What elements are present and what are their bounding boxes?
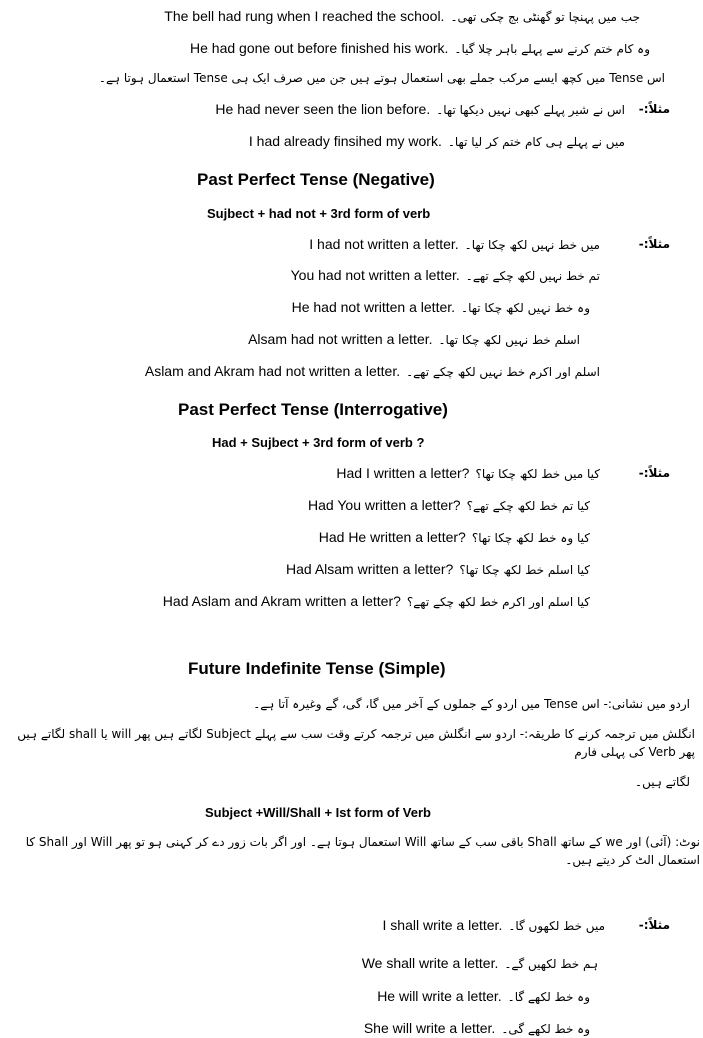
urdu-note: نوٹ: (آئی) اور we کے ساتھ Shall باقی سب کے ساتھ Will استعمال ہوتا ہے۔ اور اگر بات زور دے کر کہنی ہو تو پھر Will اور Shall کا استعمال الٹ کر دیتے ہیں۔ xyxy=(25,835,700,867)
english-sentence: She will write a letter. xyxy=(363,1020,496,1036)
sentence-row xyxy=(0,298,703,317)
urdu-sentence: اس نے شیر پہلے کبھی نہیں دیکھا تھا۔ xyxy=(436,103,625,117)
sentence-row xyxy=(0,330,703,349)
english-sentence: I shall write a letter. xyxy=(382,917,503,933)
english-sentence: We shall write a letter. xyxy=(361,955,499,971)
sentence-row xyxy=(0,132,703,151)
urdu-sentence: تم خط نہیں لکھ چکے تھے۔ xyxy=(465,269,600,283)
formula: Sujbect + had not + 3rd form of verb xyxy=(207,206,431,221)
english-sentence: Had He written a letter? xyxy=(318,529,466,545)
english-sentence: Alsam had not written a letter. xyxy=(248,331,433,347)
urdu-sentence: اسلم اور اکرم خط نہیں لکھ چکے تھے۔ xyxy=(406,365,600,379)
english-sentence: He had not written a letter. xyxy=(291,299,456,315)
english-sentence: Had I written a letter? xyxy=(336,465,470,481)
urdu-sentence: کیا تم خط لکھ چکے تھے؟ xyxy=(466,499,590,513)
sentence-row xyxy=(0,266,703,285)
english-sentence: I had not written a letter. xyxy=(309,236,459,252)
sentence-row xyxy=(0,916,703,935)
urdu-sentence: وہ خط نہیں لکھ چکا تھا۔ xyxy=(461,301,590,315)
sentence-row xyxy=(0,235,703,254)
sentence-row xyxy=(0,39,703,58)
sentence-row xyxy=(0,100,703,119)
english-sentence: Aslam and Akram had not written a letter. xyxy=(144,363,401,379)
urdu-sentence: وہ خط لکھے گی۔ xyxy=(501,1022,590,1036)
formula: Had + Sujbect + 3rd form of verb ? xyxy=(212,435,425,450)
sentence-row xyxy=(0,592,703,611)
section-heading: Future Indefinite Tense (Simple) xyxy=(188,659,446,678)
sentence-row xyxy=(0,464,703,483)
english-sentence: Had You written a letter? xyxy=(308,497,461,513)
english-sentence: He will write a letter. xyxy=(377,988,502,1004)
example-label: مثلاً:- xyxy=(638,918,670,932)
urdu-method-text-end: لگاتے ہیں۔ xyxy=(635,775,690,789)
urdu-sentence: جب میں پہنچا تو گھنٹی بج چکی تھی۔ xyxy=(450,10,640,24)
urdu-method-text: انگلش میں ترجمہ کرنے کا طریقہ:- اردو سے انگلش میں ترجمہ کرتے وقت سب سے پہلے Subject لگاتے ہیں پھر will یا shall لگاتے ہیں پھر Verb کی پہلی فارم xyxy=(17,727,695,759)
urdu-sentence: میں نے پہلے ہی کام ختم کر لیا تھا۔ xyxy=(447,135,625,149)
example-label: مثلاً:- xyxy=(638,466,670,480)
urdu-sign-text: اردو میں نشانی:- اس Tense میں اردو کے جملوں کے آخر میں گا، گی، گے وغیرہ آتا ہے۔ xyxy=(253,697,690,711)
urdu-sentence: میں خط لکھوں گا۔ xyxy=(508,919,605,933)
english-sentence: Had Alsam written a letter? xyxy=(286,561,454,577)
sentence-row xyxy=(0,528,703,547)
english-sentence: Had Aslam and Akram written a letter? xyxy=(162,593,401,609)
sentence-row xyxy=(0,560,703,579)
urdu-paragraph: اس Tense میں کچھ ایسے مرکب جملے بھی استعمال ہوتے ہیں جن میں صرف ایک ہی Tense استعمال ہوتا ہے۔ xyxy=(98,71,665,85)
sentence-row xyxy=(0,362,703,381)
english-sentence: He had never seen the lion before. xyxy=(215,101,431,117)
english-sentence: He had gone out before finished his work. xyxy=(190,40,449,56)
english-sentence: I had already finsihed my work. xyxy=(248,133,442,149)
formula: Subject +Will/Shall + Ist form of Verb xyxy=(205,805,431,820)
urdu-sentence: اسلم خط نہیں لکھ چکا تھا۔ xyxy=(438,333,580,347)
urdu-sentence: میں خط نہیں لکھ چکا تھا۔ xyxy=(464,238,600,252)
urdu-sentence: وہ خط لکھے گا۔ xyxy=(507,990,590,1004)
section-heading: Past Perfect Tense (Negative) xyxy=(197,170,435,189)
example-label: مثلاً:- xyxy=(638,237,670,251)
sentence-row xyxy=(0,954,703,973)
urdu-sentence: کیا میں خط لکھ چکا تھا؟ xyxy=(475,467,600,481)
sentence-row xyxy=(0,7,703,26)
urdu-sentence: کیا اسلم خط لکھ چکا تھا؟ xyxy=(459,563,590,577)
urdu-sentence: کیا وہ خط لکھ چکا تھا؟ xyxy=(471,531,590,545)
sentence-row xyxy=(0,1019,703,1038)
sentence-row xyxy=(0,987,703,1006)
section-heading: Past Perfect Tense (Interrogative) xyxy=(178,400,448,419)
sentence-row xyxy=(0,496,703,515)
english-sentence: You had not written a letter. xyxy=(290,267,460,283)
example-label: مثلاً:- xyxy=(638,102,670,116)
urdu-sentence: ہم خط لکھیں گے۔ xyxy=(504,957,598,971)
urdu-sentence: کیا اسلم اور اکرم خط لکھ چکے تھے؟ xyxy=(406,595,590,609)
english-sentence: The bell had rung when I reached the school. xyxy=(164,8,445,24)
urdu-sentence: وہ کام ختم کرنے سے پہلے باہر چلا گیا۔ xyxy=(454,42,650,56)
